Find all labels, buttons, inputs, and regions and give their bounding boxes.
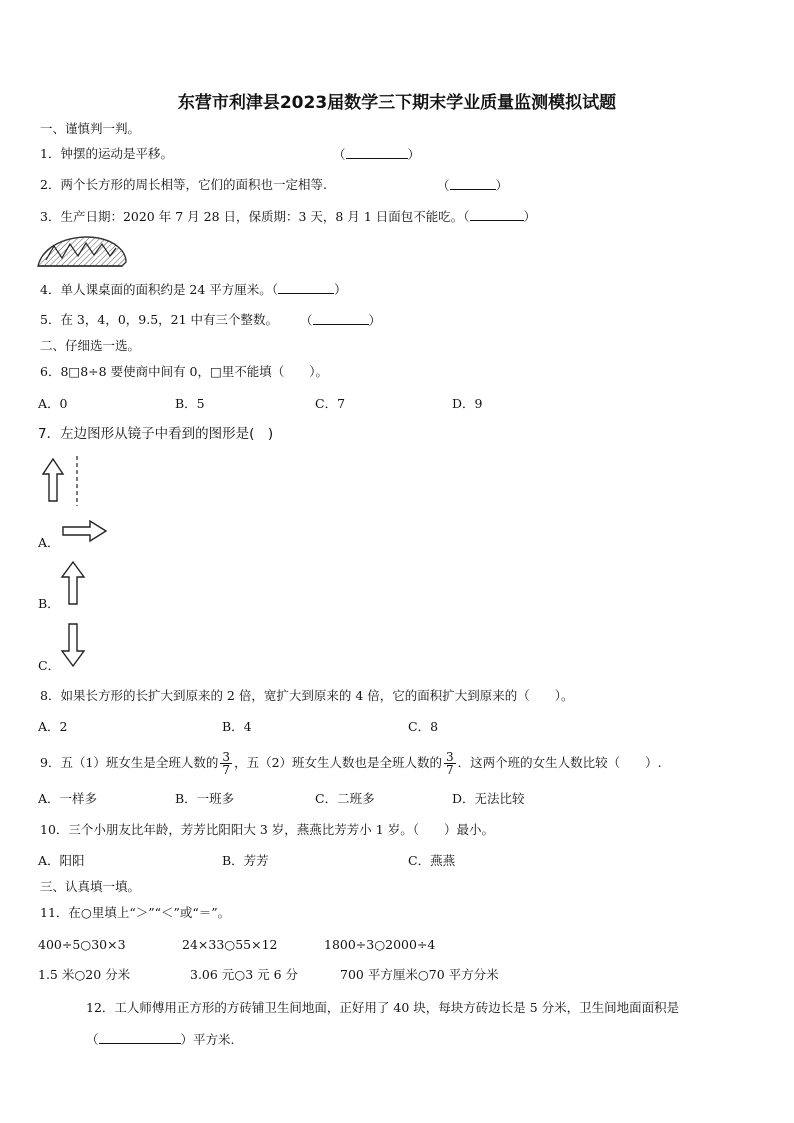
question-12-answer-line: （ ）平方米.: [86, 1032, 235, 1047]
question-11: 11．在○里填上“＞”“＜”或“＝”。: [40, 905, 231, 920]
question-9: 9．五（1）班女生是全班人数的 $\frac{3}{7}$ ，五（2）班女生人数也是全班人数的 $\frac{3}{7}$ ．这两个班的女生人数比较（ ）.: [40, 750, 662, 777]
q8-option-c[interactable]: C．8: [408, 719, 439, 734]
compare-item[interactable]: 1.5 米○20 分米: [38, 967, 131, 982]
section-heading-1: 一、谨慎判一判。: [40, 121, 141, 136]
section-heading-3: 三、认真填一填。: [40, 879, 141, 894]
answer-blank-3[interactable]: [470, 208, 524, 221]
q9-option-c[interactable]: C．二班多: [315, 791, 375, 806]
right-arrow-icon: [62, 519, 108, 545]
compare-item[interactable]: 700 平方厘米○70 平方分米: [340, 967, 499, 982]
question-6: 6．8□8÷8 要使商中间有 0，□里不能填（ ）。: [40, 364, 329, 379]
question-10: 10．三个小朋友比年龄，芳芳比阳阳大 3 岁，燕燕比芳芳小 1 岁。（ ）最小。: [40, 822, 494, 837]
answer-blank-12[interactable]: [99, 1031, 181, 1044]
q7-option-b[interactable]: B．: [38, 596, 60, 611]
answer-blank-4[interactable]: [278, 281, 334, 294]
q6-option-b[interactable]: B．5: [175, 396, 205, 411]
q10-option-c[interactable]: C．燕燕: [408, 853, 456, 868]
q6-option-a[interactable]: A．0: [38, 396, 68, 411]
answer-blank-2[interactable]: （ ）: [437, 178, 509, 193]
q10-option-b[interactable]: B．芳芳: [222, 853, 269, 868]
up-arrow-icon: [40, 456, 90, 512]
q6-option-d[interactable]: D．9: [452, 396, 483, 411]
q10-option-a[interactable]: A．阳阳: [38, 853, 85, 868]
compare-item[interactable]: 3.06 元○3 元 6 分: [190, 967, 299, 982]
q7-option-a[interactable]: A．: [38, 535, 60, 550]
q8-option-a[interactable]: A．2: [38, 719, 68, 734]
section-heading-2: 二、仔细选一选。: [40, 338, 141, 353]
question-1: 1．钟摆的运动是平移。: [40, 146, 173, 161]
q9-option-a[interactable]: A．一样多: [38, 791, 98, 806]
question-12: 12．工人师傅用正方形的方砖铺卫生间地面，正好用了 40 块，每块方砖边长是 5 分米，卫生间地面面积是: [86, 1000, 680, 1015]
q7-option-c[interactable]: C．: [38, 658, 61, 673]
up-arrow-option-icon: [60, 560, 86, 606]
page-title: 东营市利津县2023届数学三下期末学业质量监测模拟试题: [177, 93, 617, 113]
fraction-3-7: $\frac{3}{7}$: [222, 750, 231, 777]
q6-option-c[interactable]: C．7: [315, 396, 346, 411]
question-7: 7．左边图形从镜子中看到的图形是( ): [38, 426, 274, 442]
question-5: 5．在 3，4，0，9.5，21 中有三个整数。: [40, 312, 279, 327]
desk-image: [36, 234, 128, 270]
question-3: 3．生产日期：2020 年 7 月 28 日，保质期：3 天，8 月 1 日面包不能吃。（ ）: [40, 209, 537, 224]
q8-option-b[interactable]: B．4: [222, 719, 252, 734]
fraction-3-7-second: $\frac{3}{7}$: [446, 750, 454, 777]
question-2: 2．两个长方形的周长相等，它们的面积也一定相等.: [40, 177, 327, 192]
question-8: 8．如果长方形的长扩大到原来的 2 倍，宽扩大到原来的 4 倍，它的面积扩大到原来的（ ）。: [40, 688, 574, 703]
q9-option-b[interactable]: B．一班多: [175, 791, 235, 806]
answer-blank-5[interactable]: （ ）: [300, 313, 382, 328]
q9-option-d[interactable]: D．无法比较: [452, 791, 525, 806]
answer-blank-1[interactable]: （ ）: [333, 147, 421, 162]
compare-item[interactable]: 24×33○55×12: [182, 937, 278, 952]
compare-item[interactable]: 1800÷3○2000÷4: [324, 937, 436, 952]
compare-item[interactable]: 400÷5○30×3: [38, 937, 126, 952]
question-4: 4．单人课桌面的面积约是 24 平方厘米。（ ）: [40, 282, 347, 297]
down-arrow-icon: [60, 622, 86, 668]
